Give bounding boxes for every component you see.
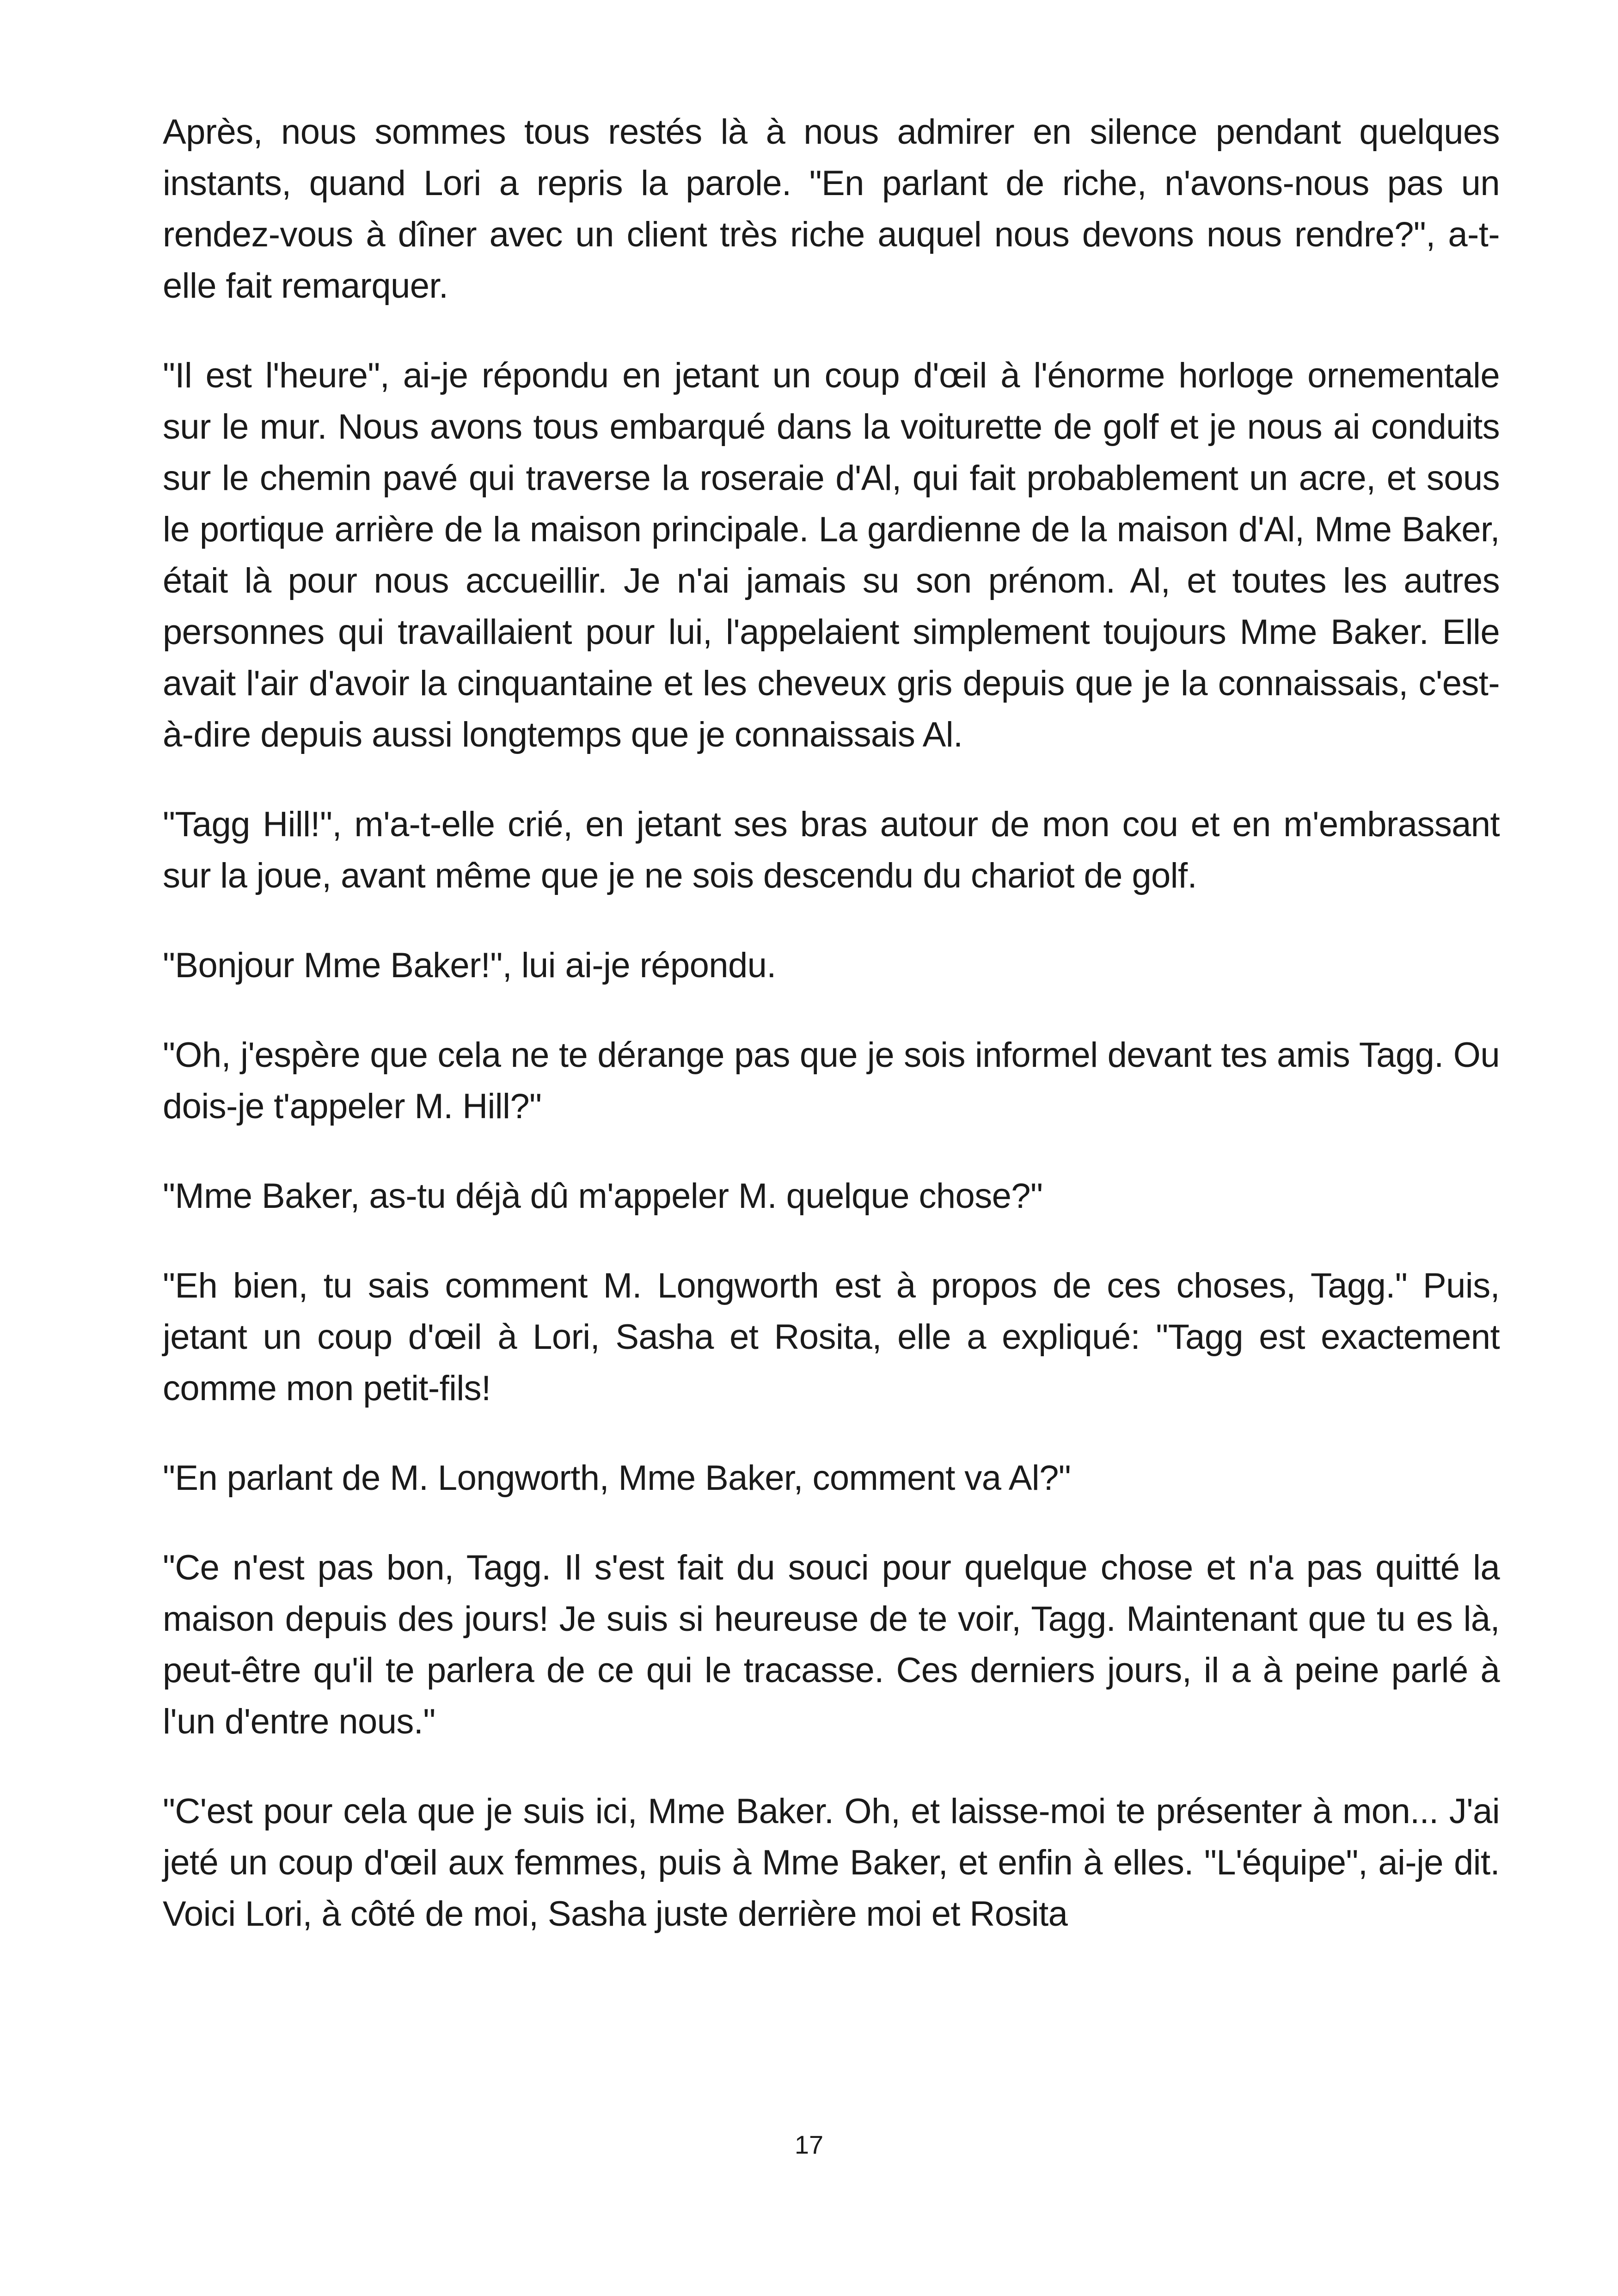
page-number: 17	[794, 2130, 824, 2159]
paragraph: "Il est l'heure", ai-je répondu en jetant un coup d'œil à l'énorme horloge ornementale sur le mur. Nous avons tous embarqué dans la voiturette de golf et je nous ai conduits sur le chemin pavé qui traverse la roseraie d'Al, qui fait probablement un acre, et sous le portique arrière de la maison principale. La gardienne de la maison d'Al, Mme Baker, était là pour nous accueillir. Je n'ai jamais su son prénom. Al, et toutes les autres personnes qui travaillaient pour lui, l'appelaient simplement toujours Mme Baker. Elle avait l'air d'avoir la cinquantaine et les cheveux gris depuis que je la connaissais, c'est-à-dire depuis aussi longtemps que je connaissais Al.	[163, 356, 1500, 754]
paragraph: "Tagg Hill!", m'a-t-elle crié, en jetant ses bras autour de mon cou et en m'embrassant sur la joue, avant même que je ne sois descendu du chariot de golf.	[163, 805, 1500, 895]
paragraph: "Mme Baker, as-tu déjà dû m'appeler M. quelque chose?"	[163, 1176, 1043, 1216]
paragraph: "Eh bien, tu sais comment M. Longworth est à propos de ces choses, Tagg." Puis, jetant un coup d'œil à Lori, Sasha et Rosita, elle a expliqué: "Tagg est exactement comme mon petit-fils!	[163, 1266, 1500, 1408]
paragraph: "Bonjour Mme Baker!", lui ai-je répondu.	[163, 946, 776, 985]
paragraph: Après, nous sommes tous restés là à nous admirer en silence pendant quelques instants, quand Lori a repris la parole. "En parlant de riche, n'avons-nous pas un rendez-vous à dîner avec un client très riche auquel nous devons nous rendre?", a-t-elle fait remarquer.	[163, 112, 1500, 306]
paragraph: "Oh, j'espère que cela ne te dérange pas que je sois informel devant tes amis Tagg. Ou dois-je t'appeler M. Hill?"	[163, 1035, 1500, 1126]
paragraph: "C'est pour cela que je suis ici, Mme Baker. Oh, et laisse-moi te présenter à mon... J'ai jeté un coup d'œil aux femmes, puis à Mme Baker, et enfin à elles. "L'équipe", ai-je dit. Voici Lori, à côté de moi, Sasha juste derrière moi et Rosita	[163, 1792, 1500, 1934]
paragraph: "Ce n'est pas bon, Tagg. Il s'est fait du souci pour quelque chose et n'a pas quitté la maison depuis des jours! Je suis si heureuse de te voir, Tagg. Maintenant que tu es là, peut-être qu'il te parlera de ce qui le tracasse. Ces derniers jours, il a à peine parlé à l'un d'entre nous."	[163, 1548, 1500, 1741]
body-text	[163, 106, 1500, 1940]
paragraph: "En parlant de M. Longworth, Mme Baker, comment va Al?"	[163, 1458, 1071, 1498]
